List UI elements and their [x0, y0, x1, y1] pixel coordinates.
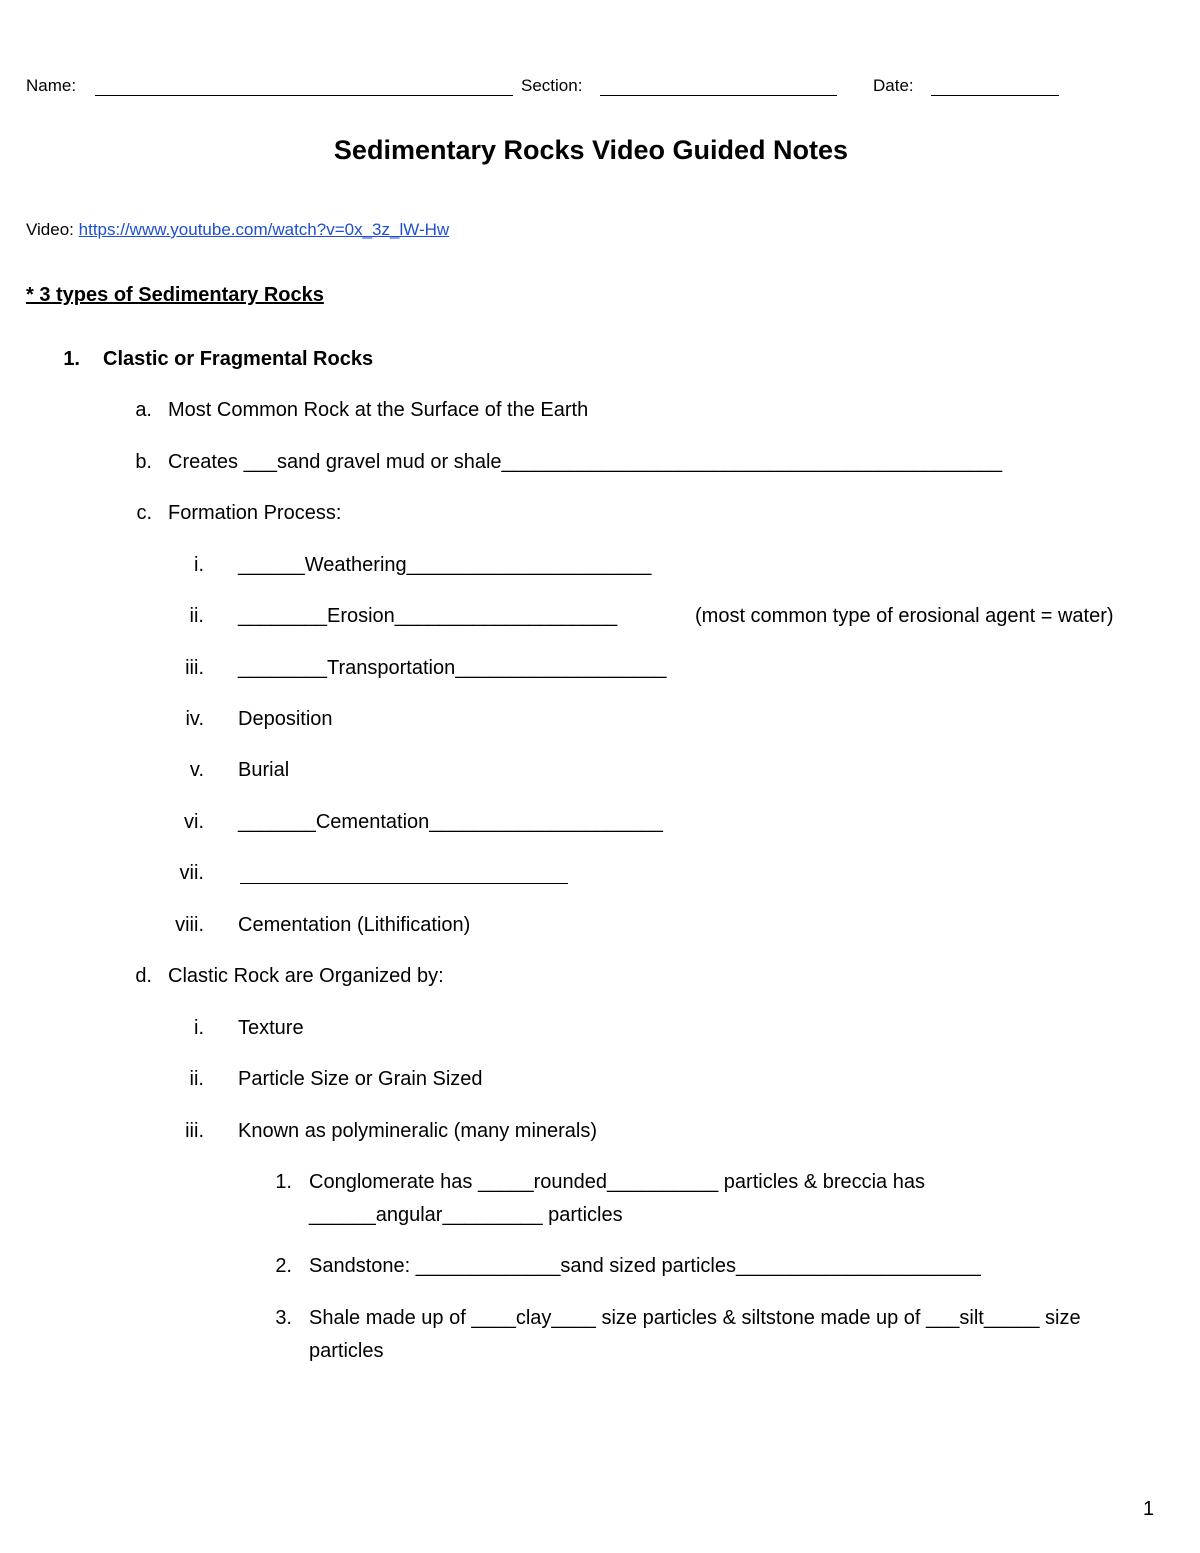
item-a-marker: a. [135, 399, 152, 421]
date-label: Date: [873, 76, 914, 95]
step-transportation: ________Transportation___________________ [238, 657, 667, 679]
example-conglomerate-line1: Conglomerate has _____rounded__________ particles & breccia has [309, 1171, 925, 1193]
section-label: Section: [521, 76, 583, 95]
video-line [26, 221, 449, 238]
step-marker: vi. [184, 811, 204, 833]
item-c-marker: c. [136, 502, 152, 524]
item-d-marker: d. [135, 965, 152, 987]
page-number: 1 [1143, 1498, 1155, 1520]
organized-marker: i. [194, 1017, 204, 1039]
example-shale-line2: particles [309, 1340, 384, 1362]
name-blank[interactable] [95, 79, 513, 96]
step-marker: ii. [189, 605, 204, 627]
step-erosion: ________Erosion____________________ [238, 605, 618, 627]
item-b-marker: b. [135, 451, 152, 473]
example-conglomerate-line2: ______angular_________ particles [309, 1204, 623, 1226]
organized-polymineralic: Known as polymineralic (many minerals) [238, 1120, 598, 1142]
example-marker: 3. [275, 1307, 292, 1329]
step-deposition: Deposition [238, 708, 333, 730]
step-marker: vii. [179, 862, 204, 884]
name-label: Name: [26, 76, 77, 95]
organized-particle-size: Particle Size or Grain Sized [238, 1068, 483, 1090]
rock-type-number: 1. [63, 348, 80, 370]
step-lithification: Cementation (Lithification) [238, 914, 471, 936]
example-shale-line1: Shale made up of ____clay____ size particles & siltstone made up of ___silt_____ size [309, 1307, 1081, 1329]
item-c-text: Formation Process: [168, 502, 342, 524]
item-d-text: Clastic Rock are Organized by: [168, 965, 444, 987]
section-heading: * 3 types of Sedimentary Rocks [26, 284, 324, 306]
step-marker: viii. [175, 914, 204, 936]
step-vii-blank[interactable] [240, 867, 568, 884]
step-cementation: _______Cementation_____________________ [238, 811, 663, 833]
page-title: Sedimentary Rocks Video Guided Notes [333, 135, 849, 165]
erosion-note: (most common type of erosional agent = water) [695, 605, 1114, 627]
video-link[interactable]: https://www.youtube.com/watch?v=0x_3z_lW-Hw [78, 220, 450, 239]
organized-marker: iii. [185, 1120, 204, 1142]
step-burial: Burial [238, 759, 290, 781]
organized-marker: ii. [189, 1068, 204, 1090]
example-sandstone: Sandstone: _____________sand sized particles______________________ [309, 1255, 981, 1277]
rock-type-title: Clastic or Fragmental Rocks [103, 348, 374, 370]
step-marker: i. [194, 554, 204, 576]
date-blank[interactable] [931, 79, 1059, 96]
step-marker: v. [189, 759, 204, 781]
item-b-text: Creates ___sand gravel mud or shale_____________________________________________ [168, 451, 1003, 473]
step-marker: iii. [185, 657, 204, 679]
example-marker: 2. [275, 1255, 292, 1277]
example-marker: 1. [275, 1171, 292, 1193]
organized-texture: Texture [238, 1017, 304, 1039]
item-a-text: Most Common Rock at the Surface of the Earth [168, 399, 589, 421]
step-marker: iv. [185, 708, 204, 730]
video-label: Video: [26, 220, 74, 239]
section-blank[interactable] [600, 79, 837, 96]
step-weathering: ______Weathering______________________ [238, 554, 652, 576]
